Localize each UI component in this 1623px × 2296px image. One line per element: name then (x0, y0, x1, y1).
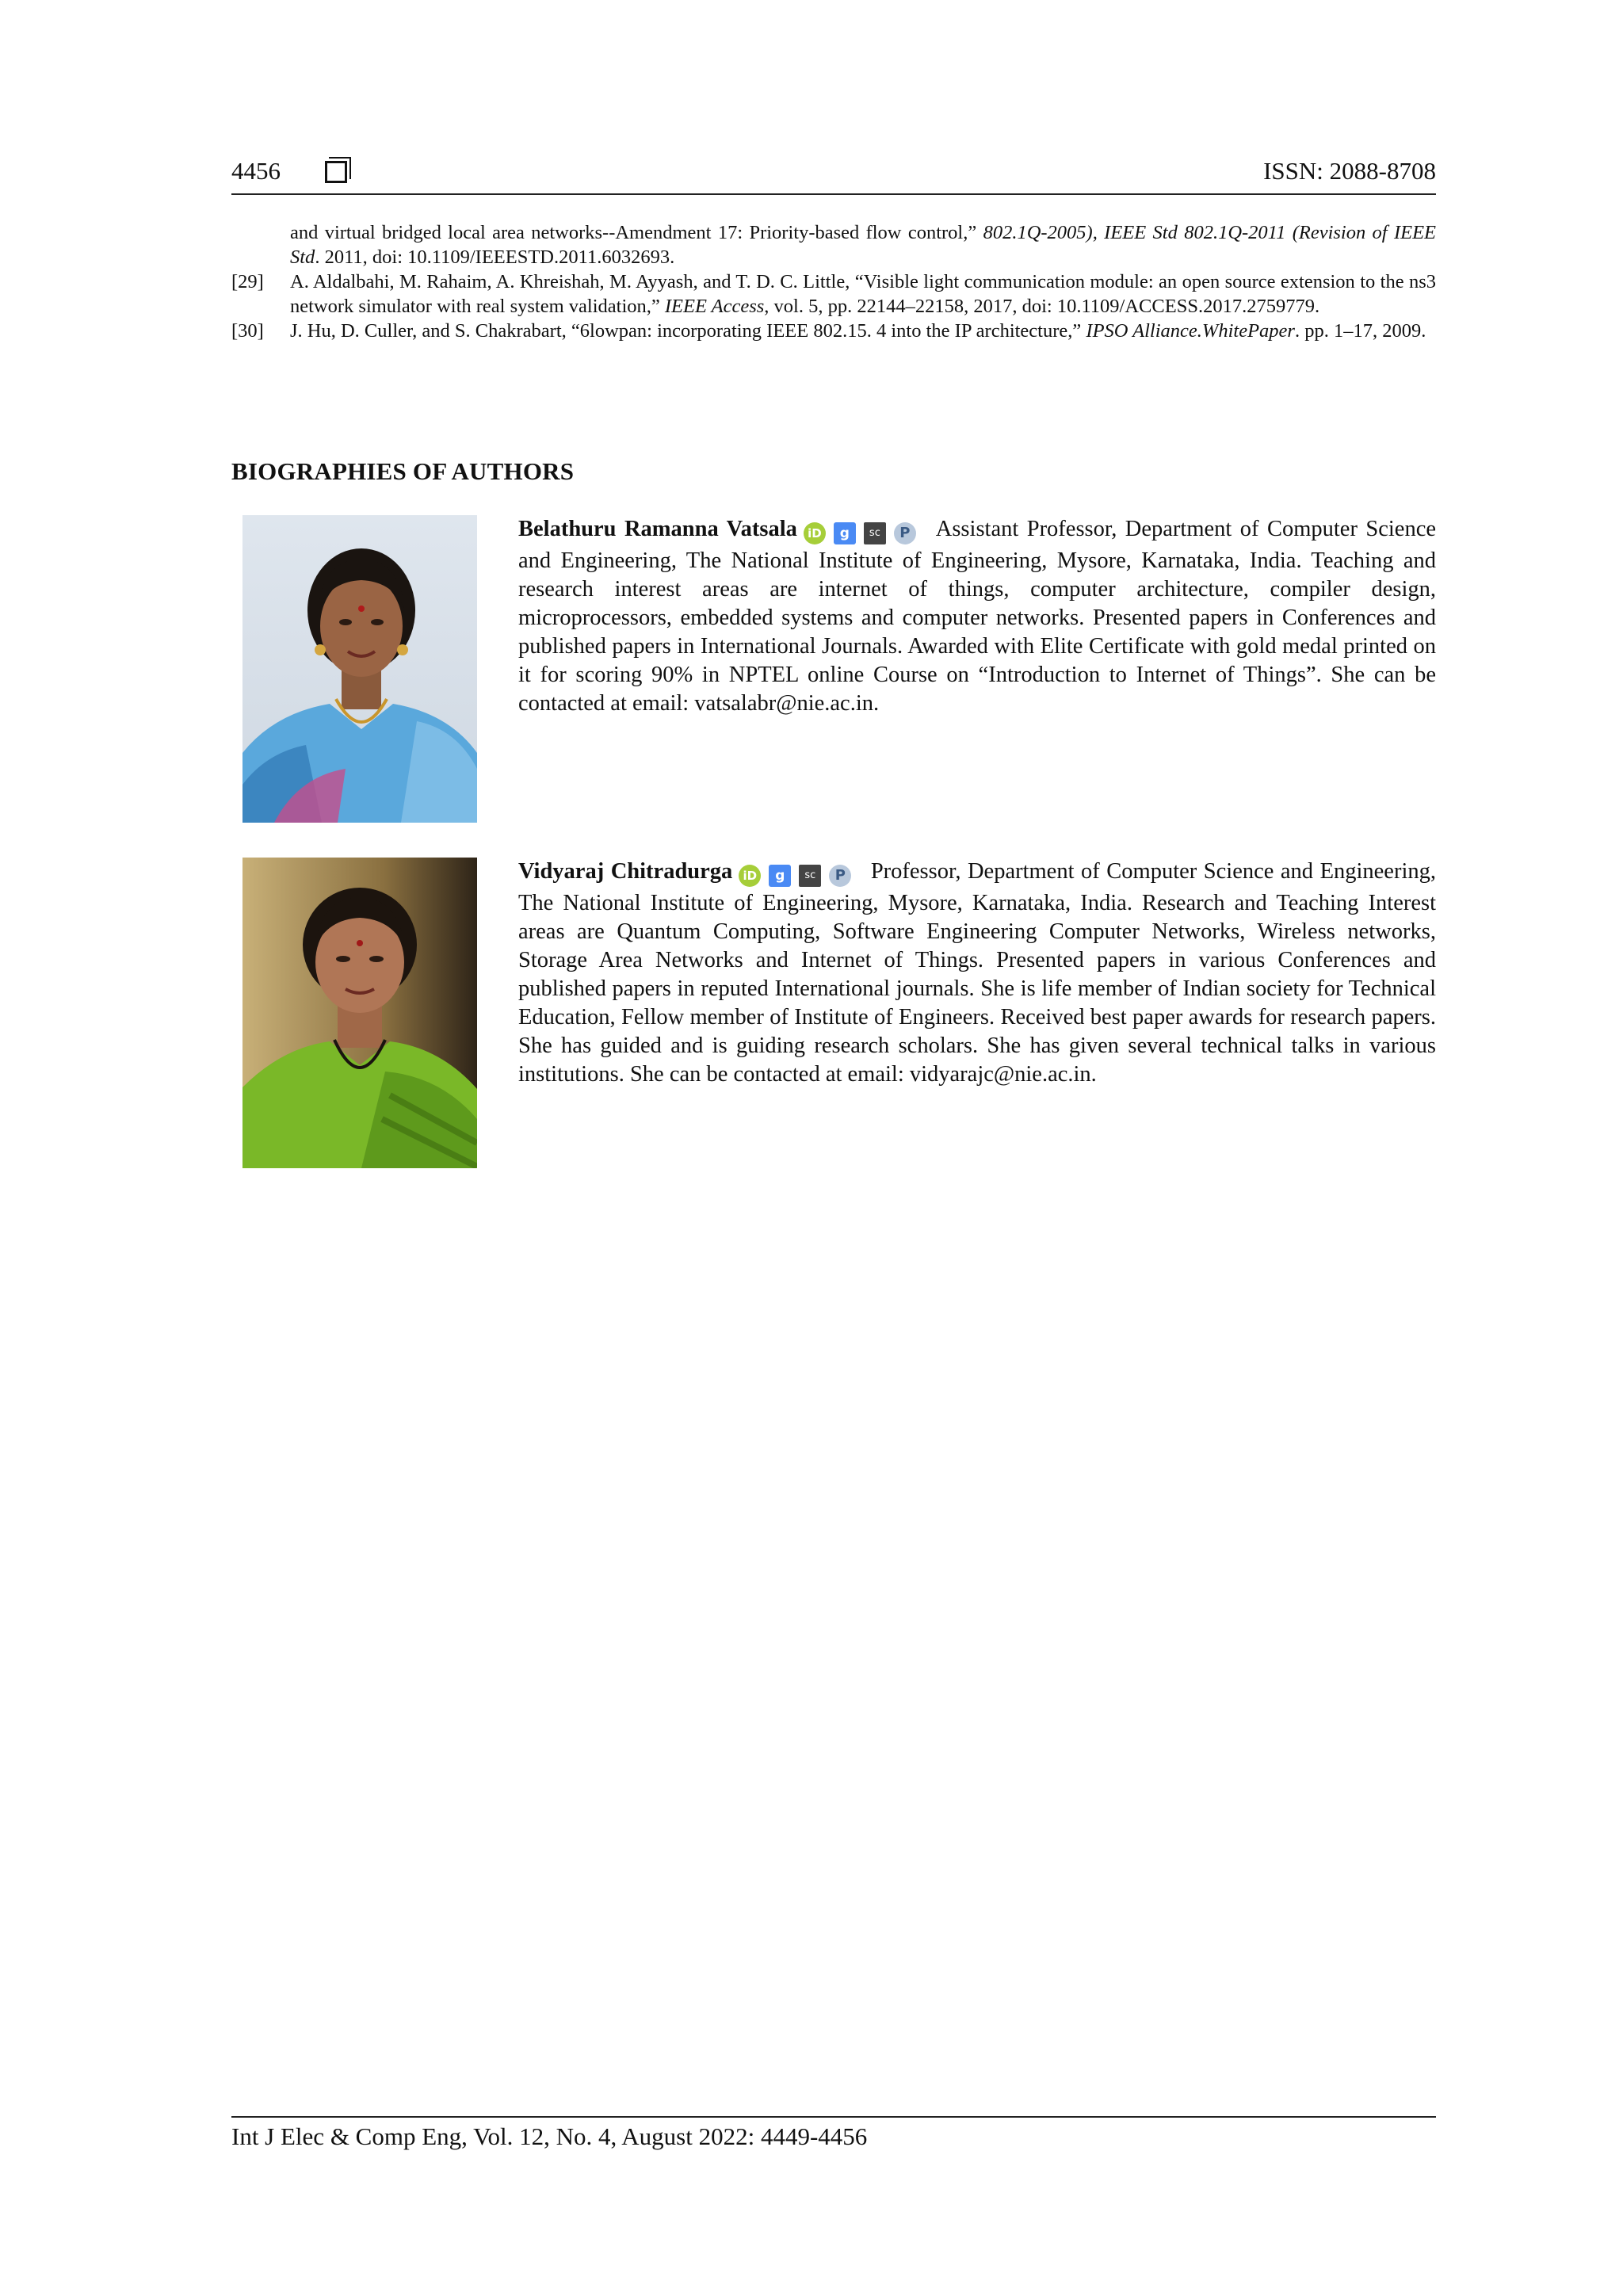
google-scholar-icon[interactable]: g (769, 865, 791, 887)
profile-icons (739, 861, 859, 889)
references-list (231, 220, 1436, 343)
reference-text: . pp. 1–17, 2009. (1294, 320, 1426, 342)
reference-venue: 802.1Q-2005), IEEE Std 802.1Q-2011 (Revision of IEEE Std (290, 222, 1436, 268)
reference-venue: IPSO Alliance.WhitePaper (1086, 320, 1295, 342)
reference-text: , vol. 5, pp. 22144–22158, 2017, doi: 10.1109/ACCESS.2017.2759779. (764, 296, 1320, 317)
author-description: Assistant Professor, Department of Computer Science and Engineering, The National Institute of Engineering, Mysore, Karnataka, India. Teaching and research interest areas are internet of things, computer architecture, compiler design, microprocessors, embedded systems and computer networks. Presented papers in Conferences and published papers in International Journals. Awarded with Elite Certificate with gold medal printed on it for scoring 90% in NPTEL online Course on “Introduction to Internet of Things”. She can be contacted at email: vatsalabr@nie.ac.in. (518, 517, 1436, 716)
reference-text: and virtual bridged local area networks--Amendment 17: Priority-based flow control,” (290, 222, 983, 243)
author-description: Professor, Department of Computer Science and Engineering, The National Institute of Engineering, Mysore, Karnataka, India. Research and Teaching Interest areas are Quantum Computing, Software Engineering Computer Networks, Wireless networks, Storage Area Networks and Internet of Things. Presented papers in various Conferences and published papers in reputed International journals. She is life member of Indian society for Technical Education, Fellow member of Institute of Engineers. Received best paper awards for research papers. She has guided and is guiding research scholars. She has given several technical talks in various institutions. She can be contacted at email: vidyarajc@nie.ac.in. (518, 859, 1436, 1087)
reference-number: [29] (231, 271, 264, 292)
reference-text: A. Aldalbahi, M. Rahaim, A. Khreishah, M. Ayyash, and T. D. C. Little, “Visible light communication module: an open source extension to the ns3 network simulator with real system validation,” (290, 271, 1436, 317)
author-bio-2 (242, 858, 1436, 1168)
publons-icon[interactable]: P (829, 865, 851, 887)
reference-text: J. Hu, D. Culler, and S. Chakrabart, “6lowpan: incorporating IEEE 802.15. 4 into the IP architecture,” (290, 320, 1086, 342)
scopus-icon[interactable]: sc (864, 522, 886, 544)
author-portrait-icon (242, 515, 477, 823)
issn-label: ISSN: 2088-8708 (1263, 157, 1436, 185)
reference-text: . 2011, doi: 10.1109/IEEESTD.2011.6032693. (315, 246, 675, 268)
scopus-icon[interactable]: sc (799, 865, 821, 887)
section-title: BIOGRAPHIES OF AUTHORS (231, 457, 575, 485)
page-header (231, 155, 1436, 195)
reference-28-tail (231, 220, 1436, 269)
reference-30 (231, 319, 1436, 343)
author-bio-1 (242, 515, 1436, 824)
publons-icon[interactable]: P (894, 522, 916, 544)
profile-icons (804, 518, 924, 547)
reference-venue: IEEE Access (664, 296, 765, 317)
page-footer: Int J Elec & Comp Eng, Vol. 12, No. 4, August 2022: 4449-4456 (231, 2116, 1436, 2153)
box-symbol-icon (325, 161, 347, 183)
author-portrait-icon (242, 858, 477, 1168)
author-name: Vidyaraj Chitradurga (518, 859, 733, 884)
author-photo-1 (242, 515, 477, 823)
author-photo-2 (242, 858, 477, 1168)
reference-29 (231, 269, 1436, 319)
orcid-icon[interactable]: iD (739, 865, 761, 887)
reference-number: [30] (231, 320, 264, 342)
author-bio-text-1 (518, 515, 1436, 718)
orcid-icon[interactable]: iD (804, 522, 826, 544)
page-number: 4456 (231, 157, 281, 185)
google-scholar-icon[interactable]: g (834, 522, 856, 544)
author-name: Belathuru Ramanna Vatsala (518, 517, 797, 541)
author-bio-text-2 (518, 858, 1436, 1089)
